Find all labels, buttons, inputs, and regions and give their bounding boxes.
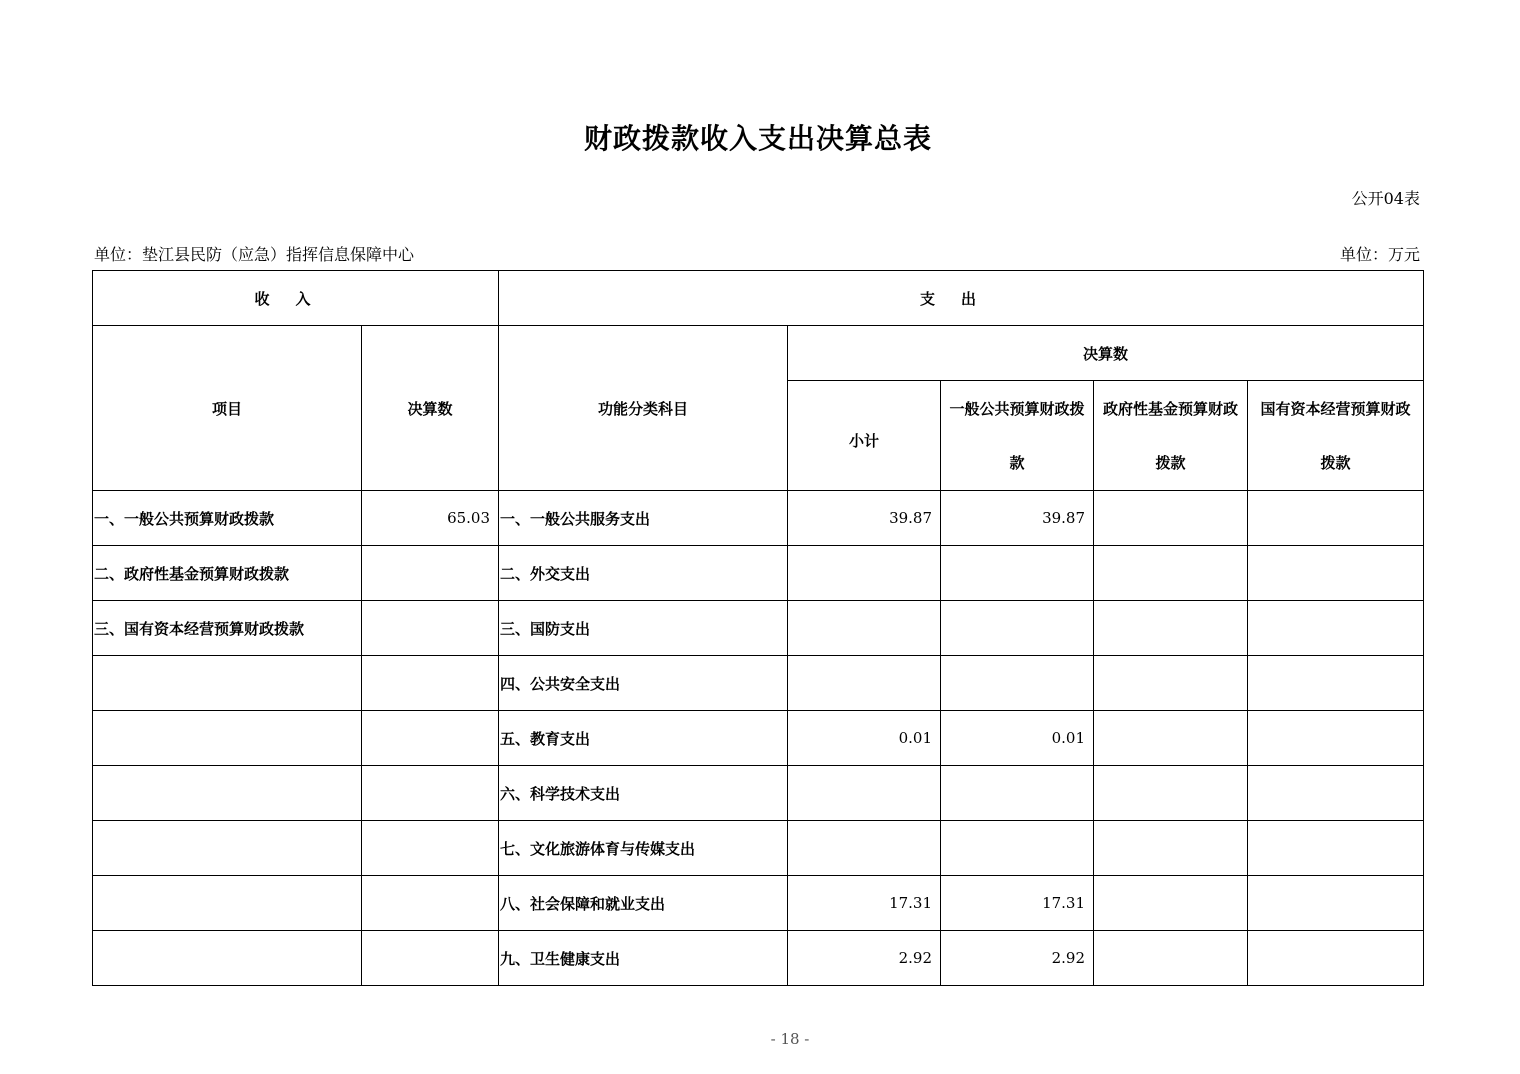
- income-item-cell: [93, 711, 362, 766]
- income-item-cell: 三、国有资本经营预算财政拨款: [93, 601, 362, 656]
- gov-fund-cell: [1094, 546, 1248, 601]
- gov-fund-header: 政府性基金预算财政 拨款: [1094, 381, 1248, 491]
- subject-cell: 六、科学技术支出: [499, 766, 788, 821]
- page-title: 财政拨款收入支出决算总表: [583, 122, 932, 155]
- table-row: [93, 821, 1424, 876]
- state-capital-cell: [1248, 876, 1424, 931]
- state-capital-cell: [1248, 601, 1424, 656]
- income-amount-cell: [362, 656, 499, 711]
- gov-fund-cell: [1094, 931, 1248, 986]
- unit-currency: 单位：万元: [1339, 245, 1420, 264]
- table-row: [93, 931, 1424, 986]
- general-budget-cell: [941, 656, 1094, 711]
- table-row: [93, 711, 1424, 766]
- subject-cell: 三、国防支出: [499, 601, 788, 656]
- subtotal-cell: 39.87: [788, 491, 941, 546]
- income-amount-cell: [362, 876, 499, 931]
- state-capital-cell: [1248, 766, 1424, 821]
- state-capital-header: 国有资本经营预算财政 拨款: [1248, 381, 1424, 491]
- gov-fund-cell: [1094, 656, 1248, 711]
- item-header: 项目: [93, 326, 362, 491]
- subject-cell: 一、一般公共服务支出: [499, 491, 788, 546]
- final-amount-header: 决算数: [788, 326, 1424, 381]
- gov-fund-cell: [1094, 491, 1248, 546]
- gov-fund-cell: [1094, 821, 1248, 876]
- state-capital-cell: [1248, 546, 1424, 601]
- income-amount-cell: [362, 711, 499, 766]
- income-item-cell: 二、政府性基金预算财政拨款: [93, 546, 362, 601]
- income-amount-cell: 65.03: [362, 491, 499, 546]
- subtotal-cell: 17.31: [788, 876, 941, 931]
- general-budget-cell: [941, 766, 1094, 821]
- subtotal-cell: 2.92: [788, 931, 941, 986]
- table-row: [93, 876, 1424, 931]
- subtotal-cell: [788, 821, 941, 876]
- subject-cell: 四、公共安全支出: [499, 656, 788, 711]
- subject-cell: 八、社会保障和就业支出: [499, 876, 788, 931]
- table-row: [93, 766, 1424, 821]
- state-capital-cell: [1248, 656, 1424, 711]
- state-capital-cell: [1248, 821, 1424, 876]
- gov-fund-cell: [1094, 876, 1248, 931]
- general-budget-cell: [941, 821, 1094, 876]
- unit-organization: 单位：垫江县民防（应急）指挥信息保障中心: [94, 245, 415, 264]
- general-budget-cell: 17.31: [941, 876, 1094, 931]
- table-row: [93, 491, 1424, 546]
- form-number: 公开04表: [1351, 189, 1420, 208]
- subtotal-header: 小计: [788, 381, 941, 491]
- func-subject-header: 功能分类科目: [499, 326, 788, 491]
- income-amount-cell: [362, 931, 499, 986]
- general-budget-cell: [941, 601, 1094, 656]
- state-capital-cell: [1248, 491, 1424, 546]
- fiscal-summary-table: [92, 270, 1424, 986]
- subject-cell: 二、外交支出: [499, 546, 788, 601]
- subject-cell: 九、卫生健康支出: [499, 931, 788, 986]
- income-header: 收入: [93, 271, 499, 326]
- subject-cell: 七、文化旅游体育与传媒支出: [499, 821, 788, 876]
- general-budget-cell: 39.87: [941, 491, 1094, 546]
- subtotal-cell: [788, 766, 941, 821]
- income-amount-cell: [362, 766, 499, 821]
- gov-fund-cell: [1094, 766, 1248, 821]
- income-item-cell: [93, 821, 362, 876]
- income-amount-cell: [362, 601, 499, 656]
- subtotal-cell: [788, 601, 941, 656]
- general-budget-cell: 0.01: [941, 711, 1094, 766]
- subject-cell: 五、教育支出: [499, 711, 788, 766]
- state-capital-cell: [1248, 711, 1424, 766]
- income-item-cell: 一、一般公共预算财政拨款: [93, 491, 362, 546]
- table-row: [93, 601, 1424, 656]
- subtotal-cell: 0.01: [788, 711, 941, 766]
- income-amount-header: 决算数: [362, 326, 499, 491]
- table-row: [93, 656, 1424, 711]
- income-item-cell: [93, 766, 362, 821]
- table-row: [93, 546, 1424, 601]
- subtotal-cell: [788, 546, 941, 601]
- page-number: - 18 -: [770, 1030, 810, 1048]
- gov-fund-cell: [1094, 601, 1248, 656]
- expense-header: 支出: [499, 271, 1424, 326]
- subtotal-cell: [788, 656, 941, 711]
- income-amount-cell: [362, 546, 499, 601]
- income-item-cell: [93, 656, 362, 711]
- income-item-cell: [93, 876, 362, 931]
- general-budget-cell: 2.92: [941, 931, 1094, 986]
- income-item-cell: [93, 931, 362, 986]
- income-amount-cell: [362, 821, 499, 876]
- general-budget-header: 一般公共预算财政拨 款: [941, 381, 1094, 491]
- gov-fund-cell: [1094, 711, 1248, 766]
- general-budget-cell: [941, 546, 1094, 601]
- state-capital-cell: [1248, 931, 1424, 986]
